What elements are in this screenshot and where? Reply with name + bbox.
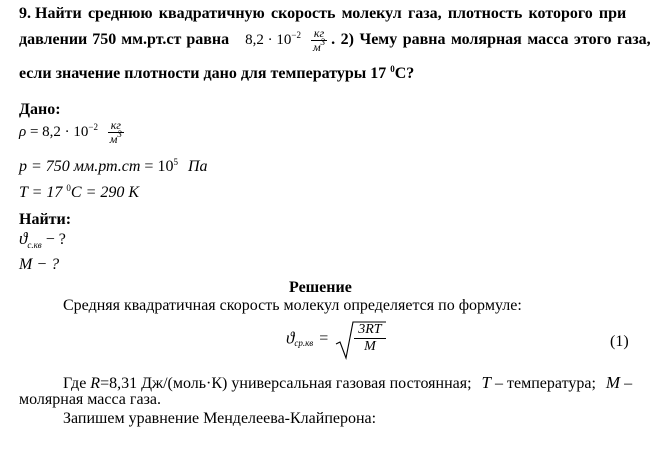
where-M-dash: – xyxy=(620,375,633,392)
given-heading: Дано: xyxy=(19,101,61,118)
density-unit xyxy=(311,27,327,54)
rho-symbol: ρ xyxy=(19,123,27,140)
temp-lhs: T = 17 xyxy=(19,184,63,201)
temp-sup: 0 xyxy=(66,183,71,193)
velocity-question: − ? xyxy=(41,231,66,248)
solution-heading: Решение xyxy=(289,279,352,296)
pressure-exp: 5 xyxy=(173,157,178,167)
problem-line-3 xyxy=(19,64,414,84)
where-K: К) универсальная газовая постоянная; xyxy=(211,375,472,392)
formula-den: M xyxy=(364,339,376,354)
density-base: 10 xyxy=(276,32,292,49)
rho-value: = 8,2 · 10 xyxy=(29,123,89,140)
where-M: M xyxy=(605,373,621,392)
rho-unit-den: м xyxy=(109,132,118,146)
sqrt-icon xyxy=(334,320,386,360)
problem-text-3: если значение плотности дано для температуры 17 xyxy=(19,65,387,82)
where-T: T xyxy=(481,373,491,392)
formula-symbol: ϑ xyxy=(286,328,295,348)
pressure-value: p = 750 xyxy=(19,158,70,175)
formula-sqrt xyxy=(334,322,385,355)
velocity-symbol: ϑ xyxy=(19,229,28,248)
problem-number: 9. xyxy=(19,5,31,22)
formula-velocity xyxy=(286,322,386,362)
given-temperature xyxy=(19,184,139,202)
formula-number: (1) xyxy=(610,333,629,350)
formula-sub: ср.кв xyxy=(294,338,314,349)
pressure-unit: мм.рт.ст xyxy=(73,158,141,175)
problem-line-2 xyxy=(19,27,651,61)
density-unit-den: м xyxy=(312,40,321,54)
problem-line-1 xyxy=(19,4,626,24)
where-dot: · xyxy=(206,375,212,392)
formula-num: 3RT xyxy=(354,322,385,339)
formula-eq: = xyxy=(319,329,329,347)
problem-text-2b: . 2) Чему равна молярная масса этого газа, xyxy=(331,31,651,49)
velocity-sub: с.кв xyxy=(27,240,42,250)
pressure-eq: = 10 xyxy=(140,158,174,175)
density-unit-num: кг xyxy=(311,27,327,41)
rho-unit xyxy=(108,119,124,146)
solution-intro: Средняя квадратичная скорость молекул определяется по формуле: xyxy=(63,297,522,314)
where-T-desc: – температура; xyxy=(491,375,596,392)
problem-text-1: Найти среднюю квадратичную скорость молекул газа, плотность которого при xyxy=(35,5,627,22)
problem-text-2a: давлении 750 мм.рт.ст равна xyxy=(19,31,230,49)
where-rest: =8,31 Дж/(моль xyxy=(100,375,207,392)
density-exp: −2 xyxy=(291,30,301,41)
rho-exp: −2 xyxy=(88,121,98,132)
rho-unit-den-exp: 3 xyxy=(117,129,122,139)
where-pre: Где xyxy=(63,375,87,392)
given-pressure xyxy=(19,158,208,176)
pressure-pa: Па xyxy=(187,158,208,175)
rho-unit-num: кг xyxy=(108,119,124,133)
molar-mass-line: молярная масса газа. xyxy=(19,391,161,408)
temp-rest: C = 290 K xyxy=(70,184,140,201)
find-heading: Найти: xyxy=(19,211,72,228)
mendeleev-line: Запишем уравнение Менделеева-Клайперона: xyxy=(63,410,377,427)
density-unit-den-exp: 3 xyxy=(320,37,326,47)
given-rho xyxy=(19,119,124,146)
problem-temp-sup: 0 xyxy=(390,64,395,74)
density-value: $8,2 \cdot 10^{-2}$ xyxy=(245,30,301,49)
problem-text-3-end: С? xyxy=(394,65,415,82)
find-velocity xyxy=(19,229,66,249)
where-R: R xyxy=(90,375,101,392)
find-molar: M − ? xyxy=(19,256,60,273)
density-coef: 8,2 xyxy=(245,32,264,49)
